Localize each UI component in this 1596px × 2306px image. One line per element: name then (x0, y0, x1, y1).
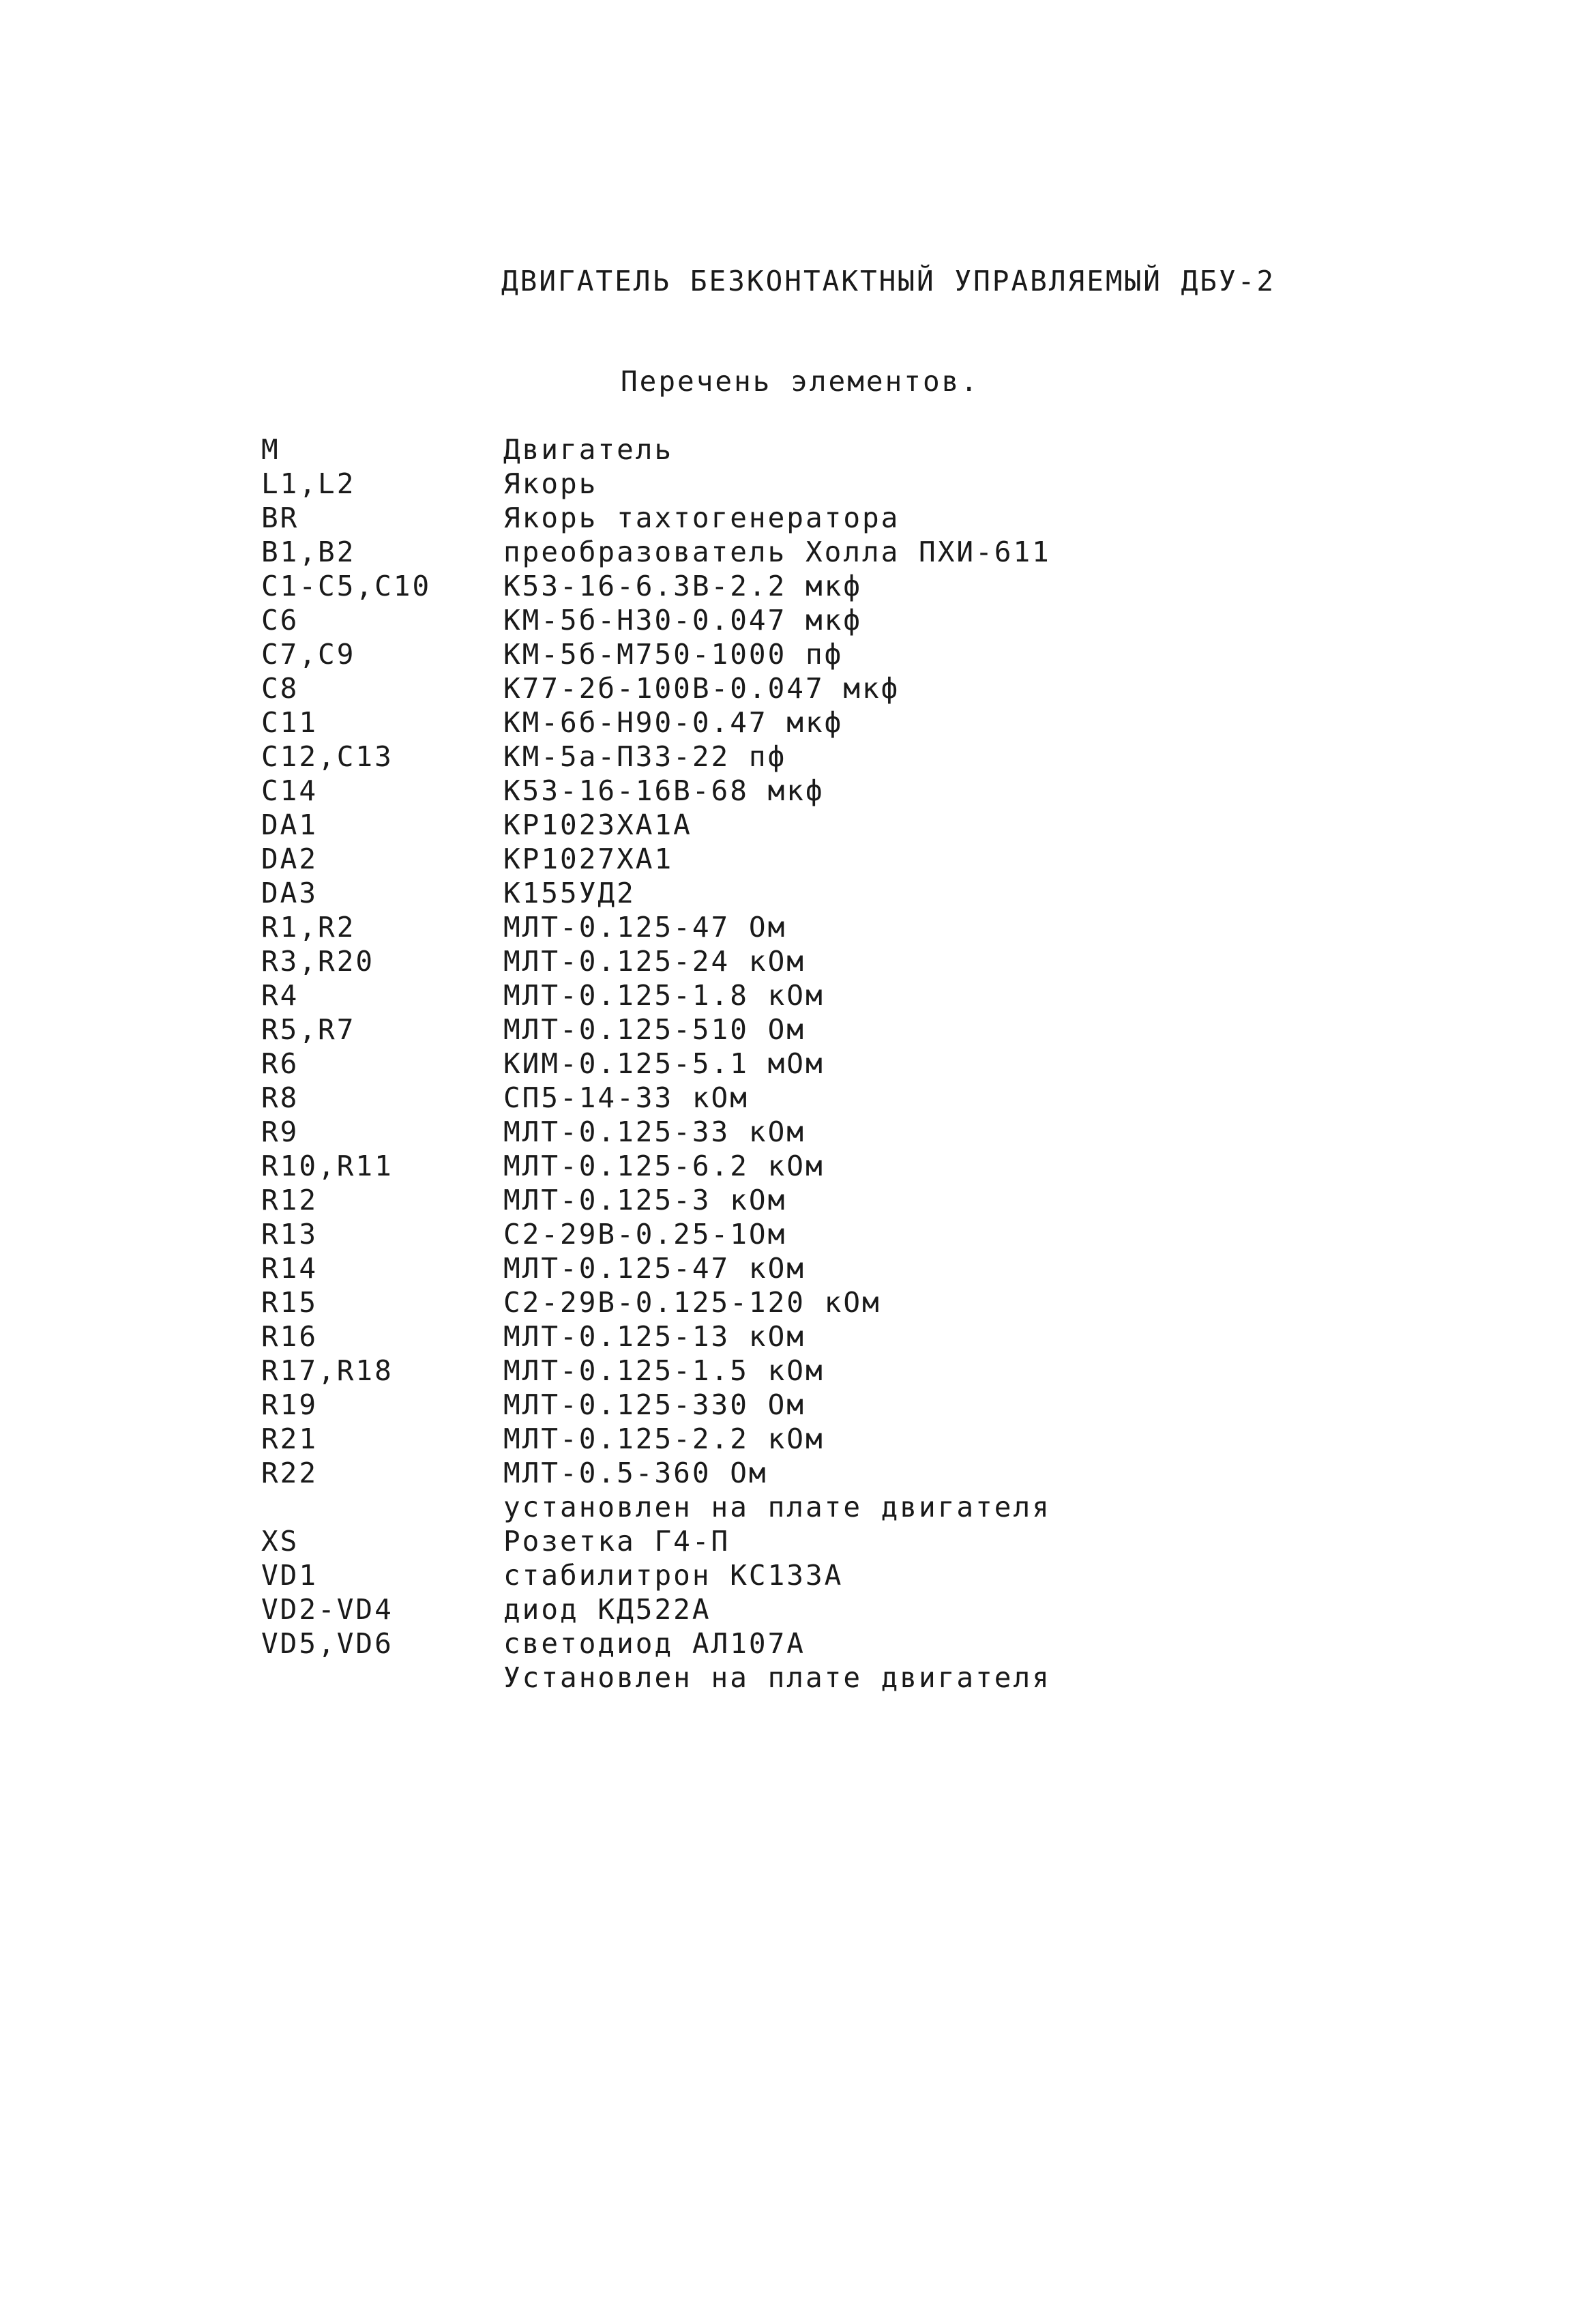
item-desc: КМ-5б-Н30-0.047 мкф (503, 604, 862, 637)
list-item (261, 1149, 1051, 1183)
item-ref: R13 (261, 1218, 319, 1251)
list-item (261, 467, 1051, 501)
list-item (261, 1012, 1051, 1047)
list-item (261, 978, 1051, 1012)
list-item (261, 740, 1051, 774)
item-desc: МЛТ-0.125-510 Ом (503, 1013, 806, 1046)
document-title: ДВИГАТЕЛЬ БЕЗКОНТАКТНЫЙ УПРАВЛЯЕМЫЙ ДБУ-2 (501, 265, 1276, 297)
item-desc: МЛТ-0.125-33 кОм (503, 1115, 806, 1148)
list-item (261, 1217, 1051, 1251)
list-item (261, 1456, 1051, 1490)
list-item (261, 501, 1051, 535)
item-desc: Розетка Г4-П (503, 1525, 730, 1558)
item-desc: МЛТ-0.125-1.5 кОм (503, 1354, 825, 1387)
item-ref: C12,C13 (261, 740, 394, 773)
item-ref: VD1 (261, 1559, 319, 1592)
item-ref: R1,R2 (261, 911, 356, 944)
item-desc: МЛТ-0.125-1.8 кОм (503, 979, 825, 1012)
item-ref: B1,B2 (261, 536, 356, 568)
item-ref: BR (261, 501, 299, 534)
item-desc: МЛТ-0.125-330 Ом (503, 1388, 806, 1421)
item-desc: МЛТ-0.5-360 Ом (503, 1457, 768, 1489)
item-ref: R17,R18 (261, 1354, 394, 1387)
list-item (261, 569, 1051, 603)
item-ref: R8 (261, 1081, 299, 1114)
item-ref: C1-C5,C10 (261, 570, 432, 602)
item-desc: светодиод АЛ107А (503, 1627, 806, 1660)
item-desc: Якорь (503, 467, 598, 500)
item-ref: C7,C9 (261, 638, 356, 671)
list-item (261, 1388, 1051, 1422)
item-ref: C6 (261, 604, 299, 637)
list-item (261, 1422, 1051, 1456)
item-ref: L1,L2 (261, 467, 356, 500)
item-ref: VD2-VD4 (261, 1593, 394, 1626)
item-ref: XS (261, 1525, 299, 1558)
list-item (261, 1081, 1051, 1115)
item-ref: R3,R20 (261, 945, 375, 978)
list-item (261, 1115, 1051, 1149)
list-item (261, 1354, 1051, 1388)
list-item (261, 1558, 1051, 1592)
list-item (261, 1251, 1051, 1285)
item-desc: К77-2б-100В-0.047 мкф (503, 672, 900, 705)
list-item (261, 705, 1051, 740)
list-item (261, 1592, 1051, 1626)
item-ref: DA3 (261, 877, 319, 909)
list-item (261, 808, 1051, 842)
item-ref: R5,R7 (261, 1013, 356, 1046)
item-ref: DA1 (261, 808, 319, 841)
item-ref: R19 (261, 1388, 319, 1421)
list-item (261, 1490, 1051, 1524)
list-item (261, 1524, 1051, 1558)
item-desc: преобразователь Холла ПХИ-611 (503, 536, 1051, 568)
item-ref: M (261, 433, 280, 466)
list-item (261, 433, 1051, 467)
item-ref: R10,R11 (261, 1150, 394, 1182)
list-item (261, 842, 1051, 876)
item-ref: DA2 (261, 843, 319, 875)
item-desc: С2-29В-0.25-1Ом (503, 1218, 787, 1251)
list-item (261, 603, 1051, 637)
list-item (261, 1626, 1051, 1661)
item-desc: Установлен на плате двигателя (503, 1661, 1051, 1694)
list-item (261, 1285, 1051, 1319)
item-ref: R12 (261, 1184, 319, 1216)
item-ref: VD5,VD6 (261, 1627, 394, 1660)
item-ref: R9 (261, 1115, 299, 1148)
list-item (261, 535, 1051, 569)
item-desc: К53-16-16В-68 мкф (503, 774, 825, 807)
item-desc: КМ-5б-М750-1000 пф (503, 638, 844, 671)
item-desc: К53-16-6.3В-2.2 мкф (503, 570, 862, 602)
item-desc: КМ-5а-П33-22 пф (503, 740, 787, 773)
item-ref: R16 (261, 1320, 319, 1353)
item-ref: R4 (261, 979, 299, 1012)
item-ref: C8 (261, 672, 299, 705)
item-desc: Якорь тахтогенератора (503, 501, 900, 534)
item-desc: МЛТ-0.125-47 кОм (503, 1252, 806, 1285)
item-desc: Двигатель (503, 433, 674, 466)
item-desc: С2-29В-0.125-120 кОм (503, 1286, 881, 1319)
item-ref: R15 (261, 1286, 319, 1319)
list-item (261, 944, 1051, 978)
item-ref: R6 (261, 1047, 299, 1080)
list-item (261, 910, 1051, 944)
item-ref: C11 (261, 706, 319, 739)
item-desc: КР1027ХА1 (503, 843, 674, 875)
item-desc: МЛТ-0.125-13 кОм (503, 1320, 806, 1353)
element-list (261, 433, 1051, 1695)
item-desc: МЛТ-0.125-3 кОм (503, 1184, 787, 1216)
item-desc: диод КД522А (503, 1593, 711, 1626)
item-ref (261, 1490, 503, 1524)
list-item (261, 671, 1051, 705)
item-desc: МЛТ-0.125-47 Ом (503, 911, 787, 944)
list-item (261, 1183, 1051, 1217)
item-desc: КИМ-0.125-5.1 мОм (503, 1047, 825, 1080)
item-ref: R22 (261, 1457, 319, 1489)
list-item (261, 1047, 1051, 1081)
item-desc: МЛТ-0.125-6.2 кОм (503, 1150, 825, 1182)
item-desc: МЛТ-0.125-24 кОм (503, 945, 806, 978)
list-item (261, 637, 1051, 671)
list-item (261, 1661, 1051, 1695)
item-ref: R21 (261, 1422, 319, 1455)
item-desc: КМ-6б-Н90-0.47 мкф (503, 706, 844, 739)
item-desc: СП5-14-33 кОм (503, 1081, 749, 1114)
list-item (261, 876, 1051, 910)
item-ref (261, 1661, 503, 1695)
item-desc: установлен на плате двигателя (503, 1491, 1051, 1523)
list-item (261, 1319, 1051, 1354)
item-desc: КР1023ХА1А (503, 808, 692, 841)
item-desc: МЛТ-0.125-2.2 кОм (503, 1422, 825, 1455)
item-desc: стабилитрон КС133А (503, 1559, 844, 1592)
item-desc: К155УД2 (503, 877, 636, 909)
list-item (261, 774, 1051, 808)
item-ref: R14 (261, 1252, 319, 1285)
document-subtitle: Перечень элементов. (621, 365, 979, 398)
item-ref: C14 (261, 774, 319, 807)
